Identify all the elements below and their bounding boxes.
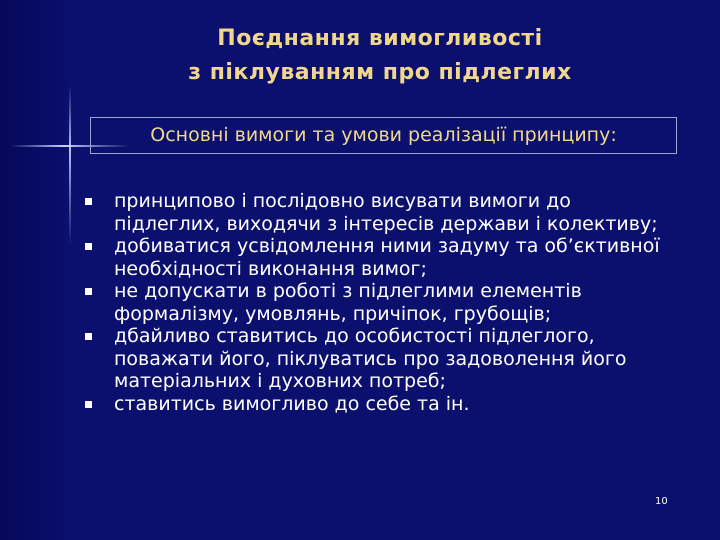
slide-title-line-2: з піклуванням про підлеглих — [188, 60, 572, 85]
list-item — [85, 325, 665, 393]
slide-title-line-1: Поєднання вимогливості — [217, 26, 543, 51]
list-item — [85, 235, 665, 280]
list-item — [85, 393, 665, 416]
square-bullet-icon — [85, 333, 92, 340]
square-bullet-icon — [85, 401, 92, 408]
square-bullet-icon — [85, 243, 92, 250]
list-item-text: добиватися усвідомлення ними задуму та об’єктивної необхідності виконання вимог; — [114, 235, 660, 280]
decor-vertical-line — [69, 85, 71, 245]
slide-title — [100, 22, 660, 90]
list-item — [85, 190, 665, 235]
list-item-text: не допускати в роботі з підлеглими елементів формалізму, умовлянь, причіпок, грубощів; — [114, 280, 582, 325]
square-bullet-icon — [85, 198, 92, 205]
slide-subtitle: Основні вимоги та умови реалізації принципу: — [90, 117, 677, 154]
list-item — [85, 280, 665, 325]
left-decor-band — [0, 0, 70, 540]
bullet-list — [85, 190, 665, 415]
page-number: 10 — [655, 496, 668, 507]
list-item-text: дбайливо ставитись до особистості підлеглого, поважати його, піклуватись про задоволення його матеріальних і духовних потреб; — [114, 325, 627, 392]
list-item-text: ставитись вимогливо до себе та ін. — [114, 392, 470, 415]
square-bullet-icon — [85, 288, 92, 295]
list-item-text: принципово і послідовно висувати вимоги до підлеглих, виходячи з інтересів держави і колективу; — [114, 190, 658, 235]
